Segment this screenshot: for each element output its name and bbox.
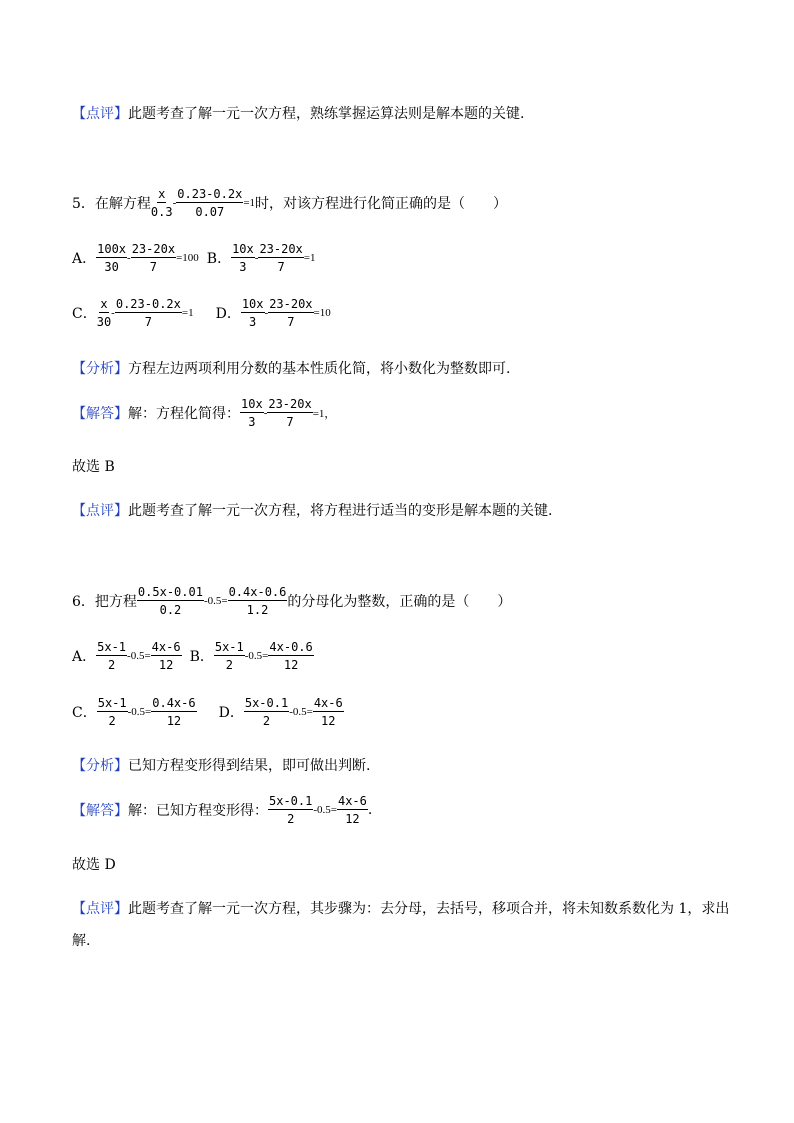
fraction: $\frac{0.4x-0.6}{1.2}$ <box>228 585 287 617</box>
q6-stem: 6．把方程 $\frac{0.5x-0.01}{0.2}$ -0.5= $\frac{0.4x-0.6}{1.2}$ 的分母化为整数，正确的是（ ） <box>72 585 512 617</box>
review-tag: 【点评】 <box>72 503 128 519</box>
fraction: $\frac{5x-0.1}{2}$ <box>269 794 313 826</box>
q5-options-cd: C． $\frac{x}{30}$ - $\frac{0.23-0.2x}{7}$ =1 D． $\frac{10x}{3}$ - $\frac{23-20x}{7}$ =10 <box>72 297 331 329</box>
q4-review <box>72 103 524 123</box>
fraction: $\frac{0.4x-6}{12}$ <box>152 696 196 728</box>
analysis-tag: 【分析】 <box>72 758 128 774</box>
fraction: $\frac{10x}{3}$ <box>232 242 254 274</box>
q6-options-cd: C． $\frac{5x-1}{2}$ -0.5= $\frac{0.4x-6}{12}$ D． $\frac{5x-0.1}{2}$ -0.5= $\frac{4x-6}{12}$ <box>72 696 343 728</box>
answer-prefix: 解：已知方程变形得： <box>128 803 268 819</box>
q6-prefix: 6．把方程 <box>72 594 137 610</box>
fraction: $\frac{5x-1}{2}$ <box>97 640 127 672</box>
review-text: 此题考查了解一元一次方程，熟练掌握运算法则是解本题的关键. <box>128 106 525 122</box>
q6-review <box>72 898 729 918</box>
q6-analysis <box>72 755 370 775</box>
option-b-label: B． <box>189 649 214 665</box>
q5-stem: 5．在解方程 $\frac{x}{0.3}$ - $\frac{0.23-0.2x}{0.07}$ =1 时，对该方程进行化简正确的是（ ） <box>72 187 508 219</box>
option-d-label: D． <box>215 306 241 322</box>
fraction: $\frac{4x-6}{12}$ <box>337 794 367 826</box>
option-c-label: C． <box>72 705 97 721</box>
fraction: $\frac{10x}{3}$ <box>241 297 264 329</box>
fraction: $\frac{23-20x}{7}$ <box>259 242 303 274</box>
q5-suffix: 时，对该方程进行化简正确的是（ ） <box>255 196 508 212</box>
fraction: $\frac{0.23-0.2x}{0.07}$ <box>177 187 243 219</box>
q5-review <box>72 500 552 520</box>
fraction: $\frac{x}{0.3}$ <box>150 187 173 219</box>
fraction: $\frac{23-20x}{7}$ <box>268 397 312 429</box>
answer-prefix: 解：方程化简得： <box>128 406 240 422</box>
fraction: $\frac{23-20x}{7}$ <box>269 297 313 329</box>
option-a-label: A． <box>72 251 97 267</box>
review-text: 此题考查了解一元一次方程，将方程进行适当的变形是解本题的关键. <box>128 503 553 519</box>
fraction: $\frac{5x-1}{2}$ <box>97 696 127 728</box>
option-c-label: C． <box>72 306 97 322</box>
fraction: $\frac{10x}{3}$ <box>241 397 263 429</box>
answer-tag: 【解答】 <box>72 406 128 422</box>
option-a-label: A． <box>72 649 97 665</box>
q6-options-ab: A． $\frac{5x-1}{2}$ -0.5= $\frac{4x-6}{12}$ B． $\frac{5x-1}{2}$ -0.5= $\frac{4x-0.6}{12}$ <box>72 640 313 672</box>
fraction: $\frac{5x-0.1}{2}$ <box>244 696 289 728</box>
q6-choice: 故选 D <box>72 857 116 873</box>
review-tag: 【点评】 <box>72 901 128 917</box>
option-b-label: B． <box>206 251 232 267</box>
analysis-text: 已知方程变形得到结果，即可做出判断. <box>128 758 371 774</box>
q5-analysis <box>72 358 510 378</box>
q6-answer: 【解答】 解：已知方程变形得： $\frac{5x-0.1}{2}$ -0.5= $\frac{4x-6}{12}$ . <box>72 794 373 826</box>
fraction: $\frac{4x-6}{12}$ <box>313 696 343 728</box>
fraction: $\frac{x}{30}$ <box>96 297 112 329</box>
q6-suffix: 的分母化为整数，正确的是（ ） <box>287 594 512 610</box>
q6-review-continued: 解. <box>72 933 91 949</box>
fraction: $\frac{5x-1}{2}$ <box>214 640 244 672</box>
fraction: $\frac{23-20x}{7}$ <box>131 242 176 274</box>
q5-prefix: 5．在解方程 <box>72 196 151 212</box>
q5-options-ab: A． $\frac{100x}{30}$ - $\frac{23-20x}{7}$ =100 B． $\frac{10x}{3}$ - $\frac{23-20x}{7}$ =1 <box>72 242 316 274</box>
q5-choice: 故选 B <box>72 459 115 475</box>
fraction: $\frac{4x-0.6}{12}$ <box>269 640 313 672</box>
fraction: $\frac{4x-6}{12}$ <box>151 640 181 672</box>
fraction: $\frac{0.23-0.2x}{7}$ <box>115 297 181 329</box>
option-d-label: D． <box>218 705 244 721</box>
analysis-tag: 【分析】 <box>72 361 128 377</box>
analysis-text: 方程左边两项利用分数的基本性质化简，将小数化为整数即可. <box>128 361 511 377</box>
review-text: 此题考查了解一元一次方程，其步骤为：去分母，去括号，移项合并，将未知数系数化为 1，求出 <box>128 901 730 917</box>
review-tag: 【点评】 <box>72 106 128 122</box>
fraction: $\frac{0.5x-0.01}{0.2}$ <box>137 585 203 617</box>
answer-tag: 【解答】 <box>72 803 128 819</box>
q5-answer: 【解答】 解：方程化简得： $\frac{10x}{3}$ - $\frac{23-20x}{7}$ =1， <box>72 397 336 429</box>
fraction: $\frac{100x}{30}$ <box>97 242 127 274</box>
